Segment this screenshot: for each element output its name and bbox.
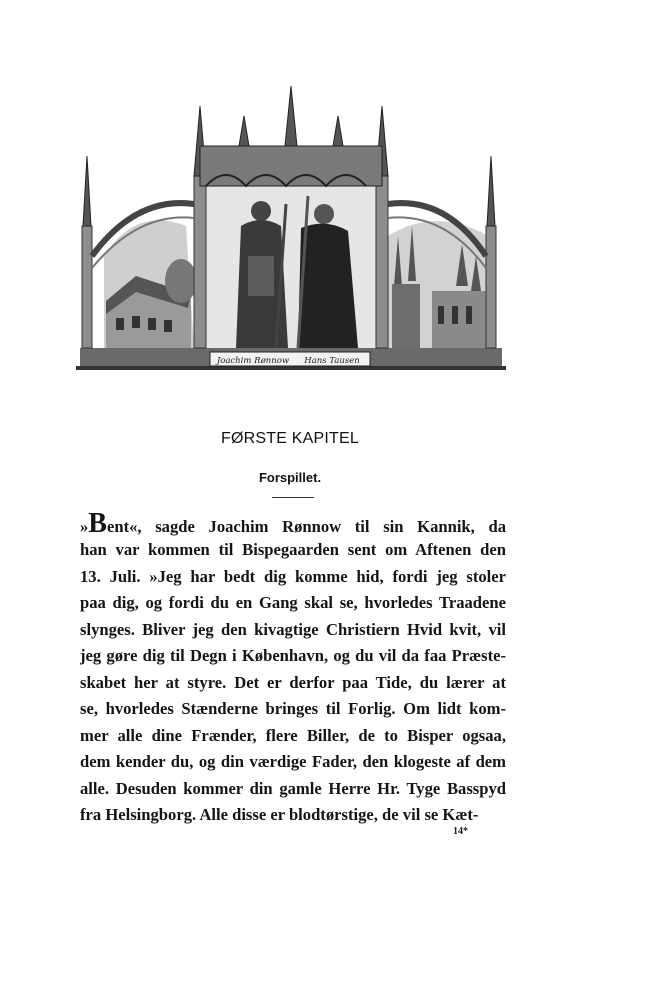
section-divider: [272, 497, 314, 498]
left-scene-house: [104, 220, 197, 348]
opening-quote: »: [80, 517, 89, 536]
chapter-subtitle: Forspillet.: [258, 470, 322, 485]
text-line: 13. Juli. »Jeg har bedt dig komme hid, fordi jeg stoler: [80, 566, 506, 586]
page-number: 14*: [453, 826, 468, 837]
text-line: alle. Desuden kommer din gamle Herre Hr. Tyge Basspyd: [80, 778, 506, 798]
first-line-text: ent«, sagde Joachim Rønnow til sin Kannik, da: [106, 517, 506, 536]
text-line: skabet her at styre. Det er derfor paa Tide, du lærer at: [80, 672, 506, 692]
text-line: jeg gøre dig til Degn i København, og du vil da faa Præste-: [80, 646, 506, 665]
text-line: han var kommen til Bispegaarden sent om Aftenen den: [80, 540, 506, 559]
text-line: paa dig, og fordi du en Gang skal se, hvorledes Traadene: [80, 593, 506, 612]
illustration-caption-right: Hans Tausen: [304, 356, 360, 366]
illustration-caption-left: Joachim Rønnow: [216, 356, 290, 366]
text-line: fra Helsingborg. Alle disse er blodtørstige, de vil se Kæt-: [80, 805, 479, 824]
text-line: dem kender du, og din værdige Fader, den klogeste af dem: [80, 752, 506, 771]
body-text: [80, 505, 506, 829]
chapter-title: FØRSTE KAPITEL: [221, 430, 359, 447]
drop-cap: B: [88, 508, 107, 537]
text-line: slynges. Bliver jeg den kivagtige Christiern Hvid kvit, vil: [80, 619, 506, 639]
text-line: se, hvorledes Stænderne bringes til Forlig. Om lidt kom-: [80, 699, 506, 718]
text-line-1: [80, 505, 506, 537]
gothic-frame-illustration: [76, 86, 506, 376]
text-line: mer alle dine Frænder, flere Biller, de to Bisper ogsaa,: [80, 725, 506, 745]
